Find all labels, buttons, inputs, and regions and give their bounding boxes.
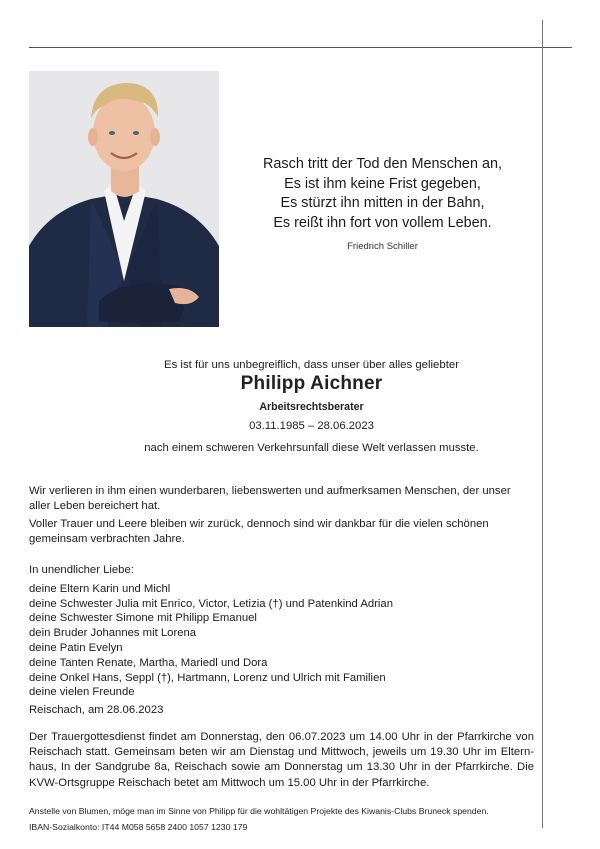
quote-author: Friedrich Schiller [347,241,418,252]
mourner-line: deine Tanten Renate, Martha, Mariedl und Dora [29,656,268,669]
mourner-line: deine vielen Freunde [29,686,135,699]
iban-line: IBAN-Sozialkonto: IT44 M058 5658 2400 1057 1230 179 [29,822,248,832]
portrait-photo [29,71,219,327]
quote-line: Es reißt ihn fort von vollem Leben. [273,214,492,231]
top-rule [29,47,572,48]
mourner-line: deine Patin Evelyn [29,641,123,654]
place-date: Reischach, am 28.06.2023 [29,704,164,716]
life-dates: 03.11.1985 – 28.06.2023 [249,420,374,432]
mourners-heading: In unendlicher Liebe: [29,564,134,576]
paragraph-gratitude: Voller Trauer und Leere bleiben wir zurück, dennoch sind wir dankbar für die vielen schönen gemeinsam verbrachten Jahre. [29,518,489,545]
poem-quote [240,155,525,257]
mourner-line: deine Onkel Hans, Seppl (†), Hartmann, Lorenz und Ulrich mit Familien [29,671,386,684]
deceased-profession: Arbeitsrechtsberater [259,401,364,413]
mourner-line: deine Eltern Karin und Michl [29,582,171,595]
service-details: Der Trauergottesdienst findet am Donnerstag, den 06.07.2023 um 14.00 Uhr in der Pfarrkirche von Reischach statt. Gemeinsam beten wir am Dienstag und Mittwoch, jeweils um 19.30 Uhr im Eltern-haus, In der Sandgrube 8a, Reischach sowie am Donnerstag um 13.30 Uhr in der Pfarrkirche. Die KVW-Ortsgruppe Reischach betet am Mittwoch um 15.00 Uhr in der Pfarrkirche. [29,731,534,789]
mourner-line: dein Bruder Johannes mit Lorena [29,627,197,640]
mourners-list [29,563,534,700]
mourner-line: deine Schwester Julia mit Enrico, Victor, Letizia (†) und Patenkind Adrian [29,597,393,610]
announcement-intro: Es ist für uns unbegreiflich, dass unser über alles geliebter [163,359,460,371]
quote-line: Es stürzt ihn mitten in der Bahn, [280,195,485,211]
donation-note: Anstelle von Blumen, möge man im Sinne von Philipp für die wohltätigen Projekte des Kiwanis-Clubs Bruneck spenden. [29,806,489,816]
quote-line: Rasch tritt der Tod den Menschen an, [263,156,502,172]
portrait-image [29,71,219,327]
paragraph-tribute: Wir verlieren in ihm einen wunderbaren, liebenswerten und aufmerksamen Menschen, der unser aller Leben bereichert hat. [29,485,511,512]
deceased-name: Philipp Aichner [240,373,383,394]
quote-line: Es ist ihm keine Frist gegeben, [284,175,481,192]
death-cause: nach einem schweren Verkehrsunfall diese Welt verlassen musste. [144,442,479,454]
mourner-line: deine Schwester Simone mit Philipp Emanuel [29,612,257,625]
